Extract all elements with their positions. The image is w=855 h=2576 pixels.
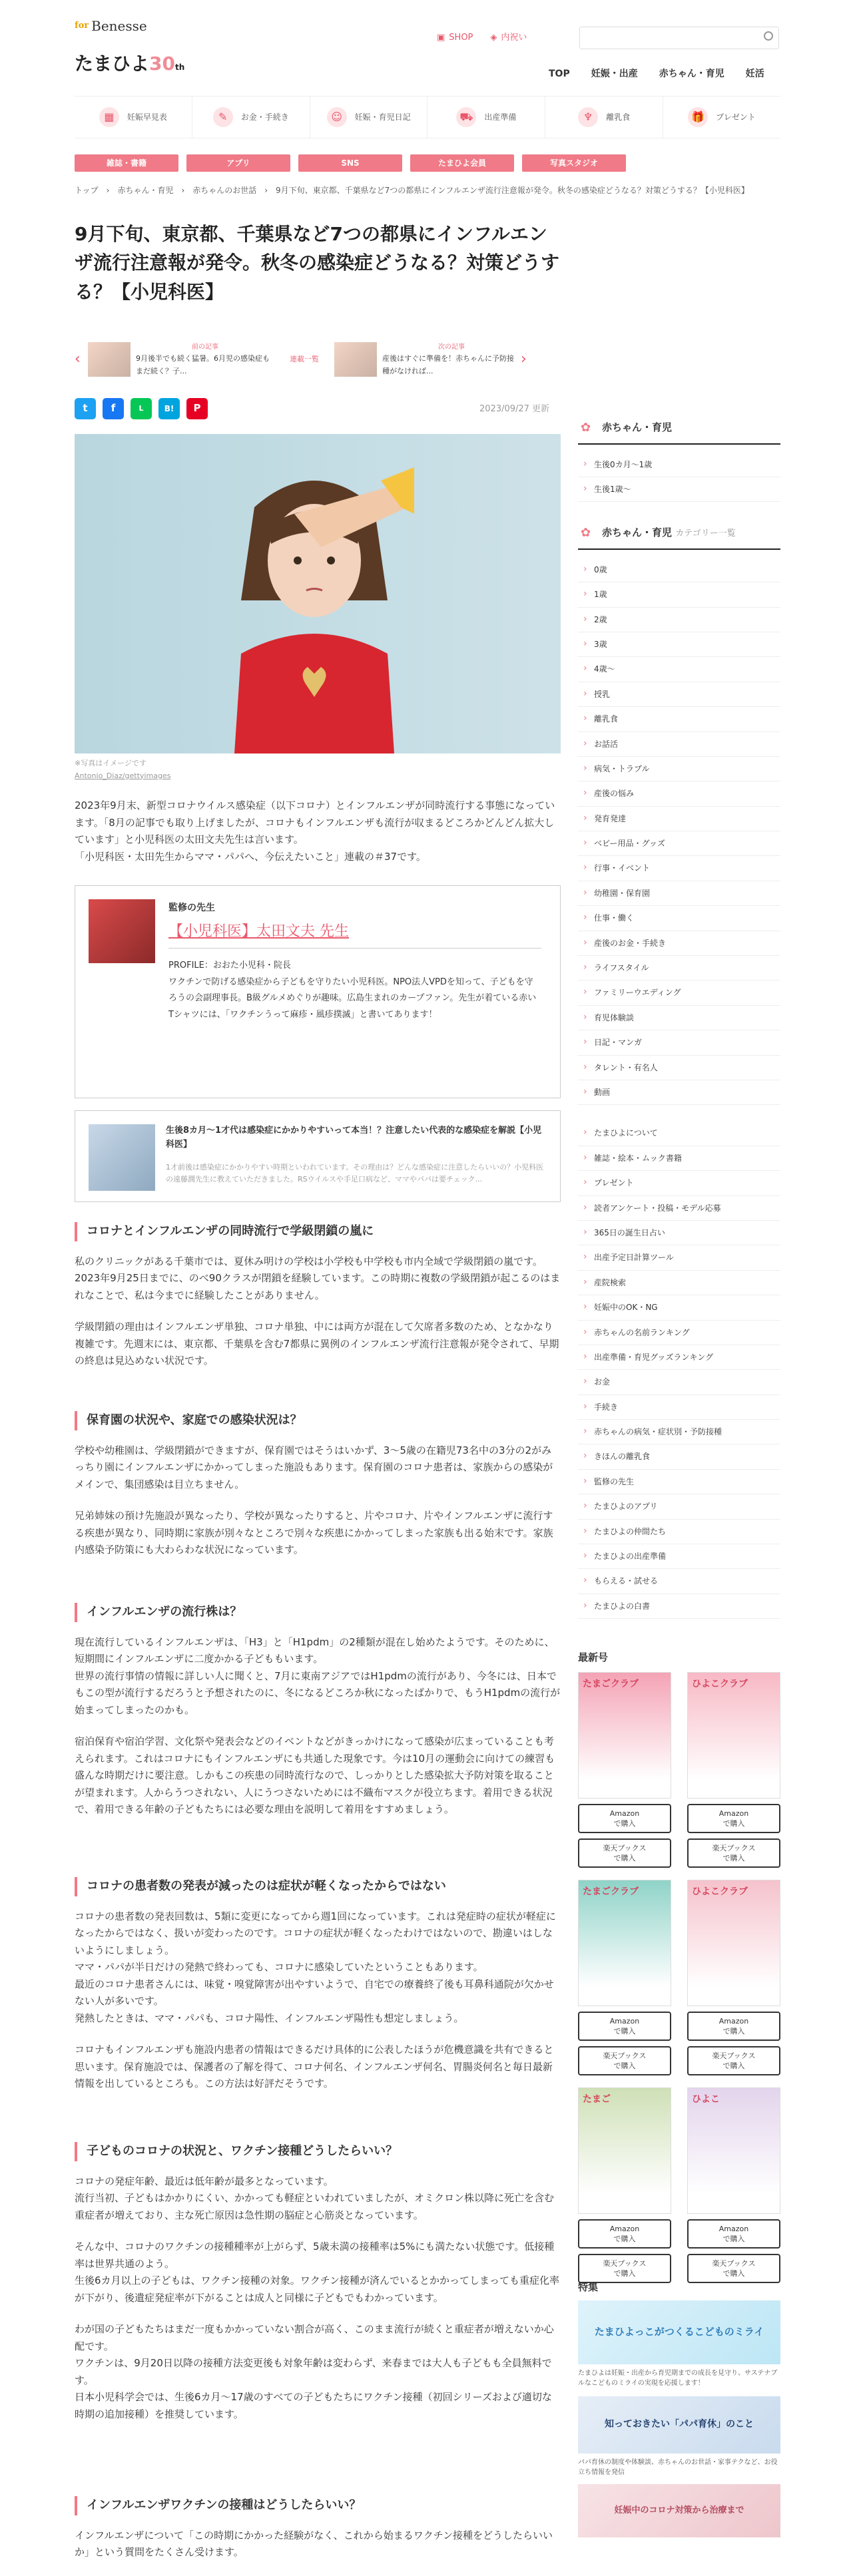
next-article-link[interactable]: [334, 341, 521, 377]
image-caption: [75, 757, 170, 782]
sidebar-item[interactable]: › 発育発達: [578, 807, 780, 831]
magazine-cover[interactable]: [578, 1672, 671, 1799]
line-icon[interactable]: L: [131, 398, 152, 419]
tamahiyo-logo[interactable]: [75, 48, 184, 80]
rakuten-buy-button[interactable]: 楽天ブックス で購入: [687, 1838, 780, 1868]
rakuten-buy-button[interactable]: 楽天ブックス で購入: [578, 2046, 671, 2075]
magazine-cover[interactable]: [687, 1672, 780, 1799]
facebook-icon[interactable]: f: [103, 398, 124, 419]
latest-issue-heading: 最新号: [578, 1651, 609, 1663]
sidebar-item[interactable]: › お話活: [578, 732, 780, 757]
sidebar: [578, 413, 780, 1635]
sidebar-item[interactable]: › たまひよの白書: [578, 1594, 780, 1619]
category-heading-label: 赤ちゃん・育児: [602, 527, 673, 539]
caption-text: ※写真はイメージです: [75, 759, 146, 767]
pinterest-icon[interactable]: P: [186, 398, 208, 419]
sidebar-item[interactable]: › 出産予定日計算ツール: [578, 1245, 780, 1270]
logo-suffix: th: [174, 63, 185, 72]
sidebar-item[interactable]: › 赤ちゃんの名前ランキング: [578, 1321, 780, 1345]
supervisor-box: [75, 885, 561, 1098]
stroller-icon: ⛟: [456, 107, 476, 127]
rakuten-buy-button[interactable]: 楽天ブックス で購入: [578, 1838, 671, 1868]
sidebar-item[interactable]: › 生後0カ月～1歳: [578, 453, 780, 477]
amazon-buy-button[interactable]: Amazon で購入: [578, 2219, 671, 2249]
breadcrumb[interactable]: トップ › 赤ちゃん・育児 › 赤ちゃんのお世話 › 9月下旬、東京都、千葉県など7つの都県にインフルエンザ流行注意報が発令。秋冬の感染症どうなる？対策どうする？【小児科医】: [75, 186, 749, 195]
hero-image: [75, 434, 561, 753]
magazine-cover[interactable]: [578, 1880, 671, 2006]
pill-magazine[interactable]: 雑誌・書籍: [75, 154, 178, 172]
logo-text: たまひよ: [75, 53, 150, 75]
sidebar-item[interactable]: › たまひよの仲間たち: [578, 1520, 780, 1544]
calendar-icon: ▦: [99, 107, 119, 127]
section-paragraph: そんな中、コロナのワクチンの接種種率が上がらず、5歳未満の接種率は5%にも満たない状態です。低接種率は世界共通のよう。 生後6カ月以上の子どもは、ワクチン接種の対象。ワクチン接種が済んでいるとかかってしまっても重症化率が下がり、後遺症発症率が下がることは成人と同様に子どもでもわかっています。: [75, 2241, 560, 2304]
nav-top[interactable]: TOP: [549, 69, 570, 79]
supervisor-name: [168, 919, 541, 949]
logo-number: 30: [149, 53, 175, 75]
feature-banner-desc: たまひよは妊娠・出産から育児期までの成長を見守り、サステナブルなこどものミライの実現を応援します！: [578, 2370, 778, 2387]
fork-icon: ♆: [578, 107, 598, 127]
gift-icon: 🎁: [688, 107, 708, 127]
sidebar-category-list: [578, 558, 780, 1106]
sidebar-item[interactable]: › きほんの離乳食: [578, 1444, 780, 1469]
category-present[interactable]: [663, 97, 780, 138]
sidebar-item[interactable]: › 病気・トラブル: [578, 757, 780, 781]
category-label: 出産準備: [484, 112, 517, 122]
gift-label: 内祝い: [501, 33, 527, 43]
page-title: 9月下旬、東京都、千葉県など7つの都県にインフルエンザ流行注意報が発令。秋冬の感染症どうなる？対策どうする？【小児科医】: [75, 223, 560, 303]
category-label: 離乳食: [606, 112, 631, 122]
nav-pregnancy[interactable]: 妊娠・出産: [591, 69, 638, 79]
search-input[interactable]: [579, 27, 779, 49]
section-heading: 子どものコロナの状況と、ワクチン接種どうしたらいい？: [75, 2142, 561, 2161]
girl-with-fever-illustration: [214, 467, 414, 753]
bag-icon: ▣: [437, 33, 445, 43]
sidebar-item[interactable]: › 産後の悩み: [578, 781, 780, 806]
next-tag: 次の記事: [438, 343, 465, 351]
sidebar-age-list: [578, 453, 780, 503]
magazine-title: たまごクラブ: [583, 1886, 639, 1897]
rakuten-buy-button[interactable]: 楽天ブックス で購入: [578, 2254, 671, 2283]
category-pregnancy-chart[interactable]: [75, 97, 192, 138]
sidebar-item[interactable]: › 365日の誕生日占い: [578, 1221, 780, 1245]
category-bar: [75, 96, 780, 138]
section-paragraph: 私のクリニックがある千葉市では、夏休み明けの学校は小学校も中学校も市内全域で学級閉鎖の嵐です。2023年9月25日までに、のべ90クラスが閉鎖を経験しています。この時期に複数の学級閉鎖が起こるのはまれなことで、私は今までに経験したことがありません。: [75, 1255, 561, 1301]
utility-links: [437, 31, 527, 45]
section-heading: インフルエンザワクチンの接種はどうしたらいい？: [75, 2496, 561, 2515]
share-buttons: [75, 398, 208, 419]
sidebar-item[interactable]: › 赤ちゃんの病気・症状別・予防接種: [578, 1420, 780, 1444]
sidebar-item[interactable]: › 3歳: [578, 632, 780, 657]
magazine-title: たまご: [583, 2094, 611, 2105]
pill-app[interactable]: アプリ: [186, 154, 290, 172]
next-article-thumb: [334, 342, 377, 377]
section-paragraph: 宿泊保育や宿泊学習、文化祭や発表会などのイベントなどがきっかけになって感染が広まっていることも考えられます。これはコロナにもインフルエンザにも共通した現象です。今は10月の運動会に向けての練習も盛んな時期だけに要注意。しかもこの疾患の同時流行なので、しっかりとした感染拡大予防対策を取ることが望まれます。人からうつされない、人にうつさないためには不織布マスクが役立ちます。着用できる状況で、着用できる年齢の子どもたちには必要な理由を説明して着用をすすめましょう。: [75, 1735, 555, 1816]
sidebar-item[interactable]: › ファミリーウエディング: [578, 980, 780, 1005]
magazine-title: ひよこクラブ: [692, 1886, 748, 1897]
magazine-cover[interactable]: [687, 1880, 780, 2006]
category-babyfood[interactable]: [545, 97, 663, 138]
section-paragraph: コロナもインフルエンザも施設内患者の情報はできるだけ具体的に公表したほうが危機意識を共有できると思います。保育施設では、保護者の了解を得て、コロナ何名、インフルエンザ何名、胃腸炎何名と毎日最新情報を出しているところも。この方法は好評だそうです。: [75, 2043, 554, 2090]
sidebar-item[interactable]: › たまひよのアプリ: [578, 1494, 780, 1519]
feature-banner-future[interactable]: たまひよっこがつくるこどものミライ: [578, 2300, 780, 2364]
magazine-title: たまごクラブ: [583, 1679, 639, 1689]
benesse-brand[interactable]: [75, 15, 147, 37]
feature-banner-corona[interactable]: 妊娠中のコロナ対策から治療まで: [578, 2484, 780, 2537]
related-article-thumb: [89, 1124, 155, 1191]
sidebar-item[interactable]: › 産後のお金・手続き: [578, 931, 780, 956]
sidebar-item[interactable]: › ライフスタイル: [578, 956, 780, 980]
section-paragraph: コロナの発症年齢、最近は低年齢が最多となっています。 流行当初、子どもはかかりにくい、かかっても軽症といわれていましたが、オミクロン株以降に死亡を含む重症者が増えており、主な死亡原因は急性期の脳症と心筋炎となっています。: [75, 2175, 555, 2221]
category-label: プレゼント: [716, 112, 756, 122]
category-label: 妊娠早見表: [127, 112, 167, 122]
section-heading: 保育園の状況や、家庭での感染状況は？: [75, 1411, 561, 1430]
sub-nav-pills: [75, 154, 626, 172]
sidebar-item[interactable]: › お金: [578, 1370, 780, 1395]
section-heading: インフルエンザの流行株は？: [75, 1603, 561, 1622]
prev-article-link[interactable]: [88, 341, 274, 377]
brand-name: Benesse: [91, 18, 147, 34]
sidebar-item[interactable]: › 仕事・働く: [578, 906, 780, 931]
pill-member[interactable]: たまひよ会員: [410, 154, 514, 172]
category-heading-sub: カテゴリー一覧: [675, 529, 736, 539]
feature-heading: 特集: [578, 2281, 599, 2293]
image-credit[interactable]: Antonio_Diaz/gettyimages: [75, 771, 171, 780]
category-prep[interactable]: [428, 97, 545, 138]
sidebar-item[interactable]: › 離乳食: [578, 707, 780, 732]
supervisor-heading: 監修の先生: [168, 903, 215, 913]
section-paragraph: 兄弟姉妹の預け先施設が異なったり、学校が異なったりすると、片やコロナ、片やインフルエンザに流行する疾患が異なり、同時期に家族が別々なところで別々な疾患にかかってしまった家族も出る始末です。家族内感染予防策にも大わらわな状況になっています。: [75, 1510, 553, 1556]
category-diary[interactable]: [310, 97, 428, 138]
shop-link[interactable]: [437, 31, 473, 45]
chevron-right-icon[interactable]: ›: [521, 351, 527, 368]
sidebar-item[interactable]: › もらえる・試せる: [578, 1569, 780, 1594]
prev-article-thumb: [88, 342, 131, 377]
search-icon[interactable]: [764, 31, 773, 41]
series-list-link[interactable]: 連載一覧: [290, 354, 319, 363]
sidebar-item[interactable]: › 妊娠中のOK・NG: [578, 1295, 780, 1320]
pen-icon: ✎: [213, 107, 233, 127]
nav-ninkatsu[interactable]: 妊活: [745, 69, 764, 79]
baby-icon: ☺: [327, 107, 347, 127]
prev-text: 9月後半でも続く猛暑。6月児の感染症もまだ続く？子...: [136, 353, 270, 375]
gift-icon: ◈: [490, 33, 497, 43]
category-label: お金・手続き: [240, 112, 289, 122]
category-label: 妊娠・育児日記: [354, 112, 411, 122]
sidebar-heading-category: [578, 518, 780, 550]
hatena-icon[interactable]: B!: [158, 398, 180, 419]
sidebar-item[interactable]: › 手続き: [578, 1395, 780, 1420]
section-paragraph: インフルエンザについて「この時期にかかった経験がなく、これから始まるワクチン接種をどうしたらいいか」という質問をたくさん受けます。: [75, 2529, 553, 2559]
global-nav: [549, 67, 764, 83]
intro-text: 2023年9月末、新型コロナウイルス感染症（以下コロナ）とインフルエンザが同時流行する事態になっています。「8月の記事でも取り上げましたが、コロナもインフルエンザも流行が収まるどころかどんどん拡大しています」と小児科医の太田文夫先生は言います。 「小児科医・太田先生からママ・パパへ、今伝えたいこと」連載の＃37です。: [75, 799, 555, 863]
sidebar-item[interactable]: › 2歳: [578, 608, 780, 632]
magazine-cover[interactable]: [578, 2087, 671, 2214]
section-4: [75, 1877, 561, 2107]
sidebar-item[interactable]: › 育児体験談: [578, 1006, 780, 1030]
sidebar-item[interactable]: › 幼稚園・保育園: [578, 881, 780, 906]
section-paragraph: 現在流行しているインフルエンザは、「H3」と「H1pdm」の2種類が混在し始めたようです。そのために、短期間にインフルエンザに二度かかる子どももいます。 世界の流行事情の情報に詳しい人に聞くと、7月に東南アジアではH1pdmの流行があり、今冬には、日本でもこの型が流行するだろうと予想されたのに、冬になるどころか秋になったばかりで、もうH1pdmの流行が始まってしまったのかも。: [75, 1635, 561, 1716]
sidebar-item[interactable]: › 0歳: [578, 558, 780, 582]
nav-baby[interactable]: 赤ちゃん・育児: [659, 69, 724, 79]
section-paragraph: 学級閉鎖の理由はインフルエンザ単独、コロナ単独、中には両方が混在して欠席者多数のため、となかなり複雑です。先週末には、東京都、千葉県を含む7都県に異例のインフルエンザ流行注意報が発令されて、早期の終息は見込めない状況です。: [75, 1321, 559, 1367]
sidebar-item[interactable]: › 監修の先生: [578, 1470, 780, 1494]
sidebar-item[interactable]: › 1歳: [578, 582, 780, 607]
prev-tag: 前の記事: [192, 343, 218, 351]
section-heading: コロナの患者数の発表が減ったのは症状が軽くなったからではない: [75, 1877, 561, 1896]
pill-photo-studio[interactable]: 写真スタジオ: [522, 154, 626, 172]
article-pager: [75, 333, 561, 386]
supervisor-profile: PROFILE：おおた小児科・院長 ワクチンで防げる感染症から子どもを守りたい小児科医。NPO法人VPDを知って、子どもを守ろうの会副理事長。B級グルメめぐりが趣味。広島生まれのカープファン。先生が着ている赤いTシャツには、「ワクチンうって麻疹・風疹撲滅」と書いてあります！: [168, 961, 537, 1020]
supervisor-link[interactable]: 【小児科医】太田文夫 先生: [168, 923, 349, 940]
supervisor-photo: [89, 899, 155, 963]
amazon-buy-button[interactable]: Amazon で購入: [687, 1804, 780, 1833]
section-paragraph: わが国の子どもたちはまだ一度もかかっていない割合が高く、このまま流行が続くと重症者が増えないか心配です。 ワクチンは、9月20日以降の接種方法変更後も対象年齢は変わらず、来春までは大人も子どもも全員無料です。 日本小児科学会では、生後6カ月～17歳のすべての子どもたちにワクチン接種（初回シリーズおよび適切な時期の追加接種）を推奨しています。: [75, 2323, 554, 2420]
sidebar-item[interactable]: › 読者アンケート・投稿・モデル応募: [578, 1196, 780, 1221]
section-1: [75, 1222, 561, 1385]
related-article-desc: 1才前後は感染症にかかりやすい時期といわれています。その理由は？どんな感染症に注意したらいいの？小児科医の遠藤潤先生に教えていただきました。RSウイルスや手足口病など、ママやパパは要チェック...: [166, 1163, 544, 1183]
sidebar-item[interactable]: › 授乳: [578, 682, 780, 707]
section-3: [75, 1603, 561, 1833]
rakuten-buy-button[interactable]: 楽天ブックス で購入: [687, 2254, 780, 2283]
twitter-icon[interactable]: t: [75, 398, 96, 419]
magazine-title: ひよこクラブ: [692, 1679, 748, 1689]
sidebar-item[interactable]: › 日記・マンガ: [578, 1030, 780, 1055]
sidebar-item[interactable]: › 4歳～: [578, 657, 780, 682]
section-paragraph: 学校や幼稚園は、学級閉鎖ができますが、保育園ではそうはいかず、3～5歳の在籍児73名中の3分の2がみっちり園にインフルエンザにかかってしまった施設もあります。保育園のコロナ患者は、家族からの感染がメインで、集団感染は目立ちません。: [75, 1444, 553, 1490]
sidebar-item[interactable]: › タレント・有名人: [578, 1056, 780, 1080]
sidebar-item[interactable]: › 動画: [578, 1080, 780, 1105]
sidebar-item[interactable]: › ベビー用品・グッズ: [578, 831, 780, 856]
section-2: [75, 1411, 561, 1574]
sidebar-item[interactable]: › プレゼント: [578, 1171, 780, 1195]
sidebar-item[interactable]: › 出産準備・育児グッズランキング: [578, 1345, 780, 1370]
sidebar-item[interactable]: › たまひよの出産準備: [578, 1544, 780, 1569]
related-article-title: 生後8カ月～1才代は感染症にかかりやすいって本当！？注意したい代表的な感染症を解説【小児科医】: [166, 1126, 542, 1150]
shop-label: SHOP: [449, 33, 473, 43]
amazon-buy-button[interactable]: Amazon で購入: [578, 2012, 671, 2041]
amazon-buy-button[interactable]: Amazon で購入: [687, 2012, 780, 2041]
feature-banner-desc: パパ育休の制度や体験談、赤ちゃんのお世話・家事テクなど、お役立ち情報を発信: [578, 2459, 778, 2476]
rakuten-buy-button[interactable]: 楽天ブックス で購入: [687, 2046, 780, 2075]
magazine-cover[interactable]: [687, 2087, 780, 2214]
sidebar-item[interactable]: › 行事・イベント: [578, 856, 780, 881]
section-paragraph: コロナの患者数の発表回数は、5類に変更になってから週1回になっています。これは発症時の症状が軽症になったからではなく、扱いが変わったのです。コロナの症状が軽くなったわけではないので、勘違いはしないようにしましょう。 ママ・パパが半日だけの発熱で終わっても、コロナに感染していたということもあります。 最近のコロナ患者さんには、味覚・嗅覚障害が出やすいようで、自宅での療養終了後も耳鼻科通院が欠かせない人が多いです。 発熱したときは、ママ・パパも、コロナ陽性、インフルエンザ陽性も想定しましょう。: [75, 1910, 556, 2024]
gift-link[interactable]: [490, 31, 527, 45]
chevron-left-icon[interactable]: ‹: [75, 351, 81, 368]
amazon-buy-button[interactable]: Amazon で購入: [687, 2219, 780, 2249]
pill-sns[interactable]: SNS: [298, 154, 402, 172]
related-article-card[interactable]: [75, 1110, 561, 1202]
sidebar-item[interactable]: › 雑誌・絵本・ムック書籍: [578, 1146, 780, 1171]
next-text: 産後はすぐに準備を！赤ちゃんに予防接種がなければ...: [382, 353, 514, 375]
amazon-buy-button[interactable]: Amazon で購入: [578, 1804, 671, 1833]
sidebar-item[interactable]: › 生後1歳～: [578, 477, 780, 502]
sidebar-heading-baby: ✿ 赤ちゃん・育児: [578, 413, 780, 445]
sidebar-item[interactable]: › 産院検索: [578, 1271, 780, 1295]
sidebar-links-list: [578, 1121, 780, 1619]
category-money[interactable]: [192, 97, 310, 138]
magazine-title: ひよこ: [692, 2094, 720, 2105]
brand-mark: for: [75, 20, 89, 31]
feature-banner-papa[interactable]: 知っておきたい「パパ育休」のこと: [578, 2396, 780, 2454]
updated-date: 2023/09/27 更新: [479, 404, 550, 414]
section-heading: コロナとインフルエンザの同時流行で学級閉鎖の嵐に: [75, 1222, 561, 1241]
sidebar-item[interactable]: › たまひよについて: [578, 1121, 780, 1146]
section-5: [75, 2142, 561, 2438]
